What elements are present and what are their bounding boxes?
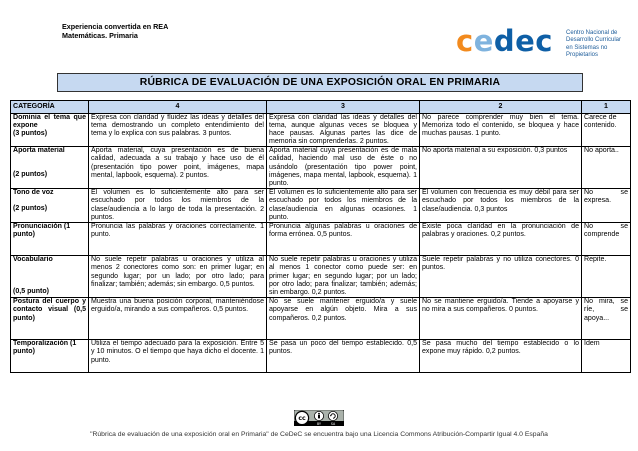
- column-header-1: 1: [582, 101, 631, 114]
- level-1-cell: No aporta..: [582, 147, 631, 189]
- level-4-cell: Muestra una buena posición corporal, manteniéndose erguido/a, mirando a sus compañeros. 0,5 puntos.: [89, 298, 267, 340]
- level-4-cell: No suele repetir palabras u oraciones y utiliza al menos 2 conectores como son: en primer lugar; en segundo lugar; por un lado; por otro lado; para finalizar; también; además; sin embargo. 0,5 puntos.: [89, 256, 267, 298]
- header-line-2: Matemáticas. Primaria: [62, 31, 138, 40]
- criterion-cell: Vocabulario (0,5 punto): [11, 256, 89, 298]
- column-header-category: CATEGORÍA: [11, 101, 89, 114]
- rubric-table: [10, 100, 631, 373]
- level-1-cell: Carece de contenido.: [582, 114, 631, 147]
- level-4-cell: Aporta material, cuya presentación es de buena calidad, adecuada a su trabajo y hace uso de él (presentación tipo power point, imágenes, mapa mental, lapbook, esquema). 2 puntos.: [89, 147, 267, 189]
- level-2-cell: No se mantiene erguido/a. Tiende a apoyarse y no mira a sus compañeros. 0 puntos.: [420, 298, 582, 340]
- level-2-cell: No parece comprender muy bien el tema. Memoriza todo el contenido, se bloquea y hace muchas pausas. 1 punto.: [420, 114, 582, 147]
- table-row: [11, 114, 631, 147]
- cedec-logo: [456, 22, 626, 60]
- logo-subtitle: Centro Nacional de Desarrollo Curricular en Sistemas no Propietarios: [566, 30, 622, 59]
- column-header-4: 4: [89, 101, 267, 114]
- level-2-cell: Existe poca claridad en la pronunciación de palabras y oraciones. 0,2 puntos.: [420, 223, 582, 256]
- level-1-cell: No se comprende: [582, 223, 631, 256]
- level-3-cell: Aporta material cuya presentación es de mala calidad, haciendo mal uso de éste o no usándolo (presentación tipo power point, imágenes, mapa mental, lapbook, esquema). 1 punto.: [267, 147, 420, 189]
- table-header-row: [11, 101, 631, 114]
- table-row: [11, 340, 631, 373]
- level-4-cell: El volumen es lo suficientemente alto para ser escuchado por todos los miembros de la clase/audiencia a lo largo de toda la presentación. 2 puntos.: [89, 189, 267, 223]
- sa-label: SA: [330, 422, 336, 426]
- level-2-cell: El volumen con frecuencia es muy débil para ser escuchado por todos los miembros de la clase/audiencia. 0,3 puntos: [420, 189, 582, 223]
- license-notice: "Rúbrica de evaluación de una exposición oral en Primaria" de CeDeC se encuentra bajo una Licencia Commons Atribución-Compartir Igual 4.0 España: [90, 431, 548, 438]
- level-3-cell: No suele repetir palabras u oraciones y utiliza al menos 1 conector como puede ser: en primer lugar; en segundo lugar; por un lado; por otro lado; para finalizar; también; además; sin embargo. 0,2 puntos.: [267, 256, 420, 298]
- header-line-1: Experiencia convertida en REA: [62, 22, 169, 31]
- table-row: [11, 189, 631, 223]
- page-title: RÚBRICA DE EVALUACIÓN DE UNA EXPOSICIÓN ORAL EN PRIMARIA: [57, 73, 583, 92]
- level-3-cell: No se suele mantener erguido/a y suele apoyarse en algún objeto. Mira a sus compañeros. 0,2 puntos.: [267, 298, 420, 340]
- level-3-cell: Expresa con claridad las ideas y detalles del tema, aunque algunas veces se bloquea y hace pausas. Algunas partes las dice de memoria sin comprenderlas. 2 puntos.: [267, 114, 420, 147]
- level-3-cell: Se pasa un poco del tiempo establecido. 0,5 puntos.: [267, 340, 420, 373]
- table-row: [11, 256, 631, 298]
- level-3-cell: El volumen es lo suficientemente alto para ser escuchado por todos los miembros de la clase/audiencia en algunas ocasiones. 1 punto.: [267, 189, 420, 223]
- share-alike-icon: [328, 411, 337, 420]
- criterion-cell: Tono de voz (2 puntos): [11, 189, 89, 223]
- column-header-3: 3: [267, 101, 420, 114]
- level-1-cell: Repite.: [582, 256, 631, 298]
- level-4-cell: Pronuncia las palabras y oraciones correctamente. 1 punto.: [89, 223, 267, 256]
- table-row: [11, 147, 631, 189]
- creative-commons-badge[interactable]: [294, 410, 344, 426]
- level-2-cell: Suele repetir palabras y no utiliza conectores. 0 puntos.: [420, 256, 582, 298]
- level-2-cell: No aporta material a su exposición. 0,3 puntos: [420, 147, 582, 189]
- document-header: [62, 22, 168, 40]
- attribution-icon: [314, 411, 323, 420]
- logo-wordmark: cedec: [456, 24, 553, 58]
- level-1-cell: Idem: [582, 340, 631, 373]
- cc-icon: [295, 411, 308, 424]
- criterion-cell: Dominia el tema que expone (3 puntos): [11, 114, 89, 147]
- svg-text:cc: cc: [298, 415, 306, 423]
- level-1-cell: No mira, se ríe, se apoya...: [582, 298, 631, 340]
- criterion-cell: Temporalización (1 punto): [11, 340, 89, 373]
- level-4-cell: Utiliza el tiempo adecuado para la exposición. Entre 5 y 10 minutos. O el tiempo que haya dicho el docente. 1 punto.: [89, 340, 267, 373]
- criterion-cell: Postura del cuerpo y contacto visual (0,5 punto): [11, 298, 89, 340]
- level-4-cell: Expresa con claridad y fluidez las ideas y detalles del tema demostrando un completo entendimiento del tema y lo explica con sus palabras. 3 puntos.: [89, 114, 267, 147]
- criterion-cell: Aporta material (2 puntos): [11, 147, 89, 189]
- column-header-2: 2: [420, 101, 582, 114]
- table-row: [11, 223, 631, 256]
- criterion-cell: Pronunciación (1 punto): [11, 223, 89, 256]
- level-3-cell: Pronuncia algunas palabras u oraciones de forma errónea. 0,5 puntos.: [267, 223, 420, 256]
- by-label: BY: [317, 422, 321, 426]
- level-1-cell: No se expresa.: [582, 189, 631, 223]
- level-2-cell: Se pasa mucho del tiempo establecido o lo expone muy rápido. 0,2 puntos.: [420, 340, 582, 373]
- table-row: [11, 298, 631, 340]
